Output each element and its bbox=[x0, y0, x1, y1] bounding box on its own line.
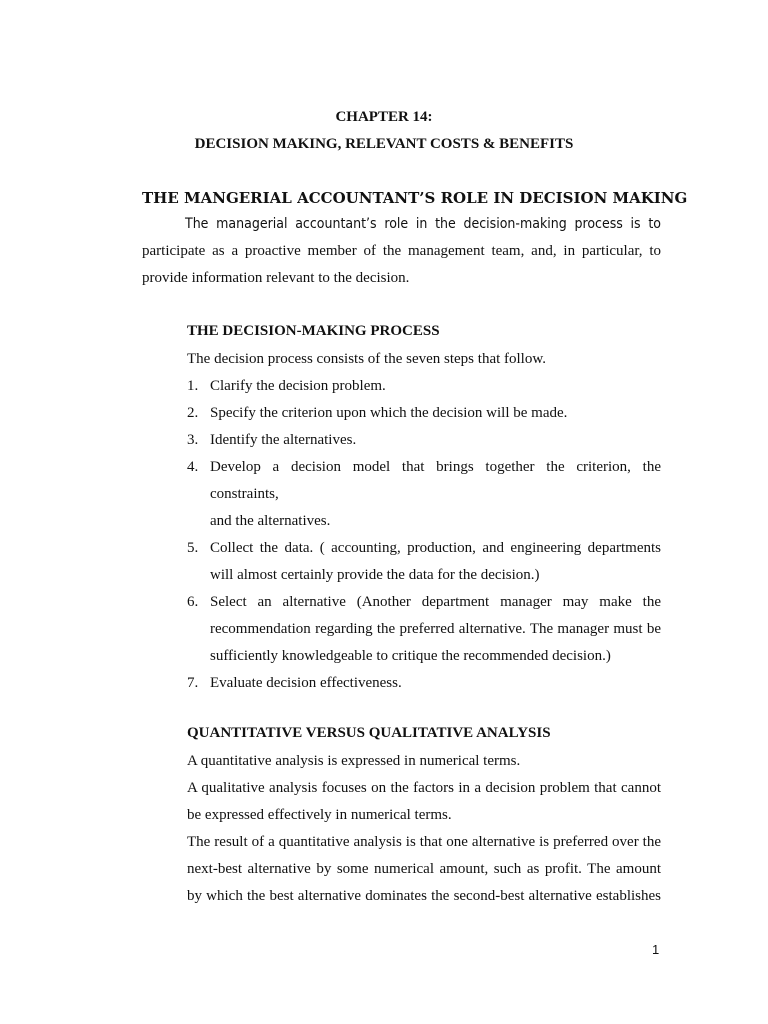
list-item-continuation: sufficiently knowledgeable to critique the recommended decision.) bbox=[210, 648, 611, 664]
list-item bbox=[187, 589, 661, 616]
quantitative-analysis-block bbox=[187, 748, 661, 910]
list-item-number: 7. bbox=[187, 675, 199, 691]
list-item bbox=[187, 535, 661, 562]
chapter-title: CHAPTER 14: bbox=[335, 109, 433, 125]
section-heading-quantitative-analysis: QUANTITATIVE VERSUS QUALITATIVE ANALYSIS bbox=[187, 725, 551, 741]
paragraph-line: provide information relevant to the decision. bbox=[142, 270, 410, 286]
list-item-text: Develop a decision model that brings together the criterion, the bbox=[210, 459, 661, 475]
section-heading-decision-process: THE DECISION-MAKING PROCESS bbox=[187, 323, 440, 339]
section-heading-managerial-role: THE MANGERIAL ACCOUNTANT’S ROLE IN DECISION MAKING bbox=[142, 189, 688, 207]
list-item-continuation: recommendation regarding the preferred alternative. The manager must be bbox=[210, 621, 661, 637]
paragraph-line: A quantitative analysis is expressed in numerical terms. bbox=[187, 753, 521, 769]
list-item-number: 4. bbox=[187, 459, 199, 475]
list-item-continuation: and the alternatives. bbox=[210, 513, 331, 529]
list-item-text: Clarify the decision problem. bbox=[210, 378, 386, 394]
list-item bbox=[187, 454, 661, 481]
paragraph-line: by which the best alternative dominates the second-best alternative establishes bbox=[187, 888, 661, 904]
list-item bbox=[187, 400, 661, 427]
list-item-text: Evaluate decision effectiveness. bbox=[210, 675, 402, 691]
page-number: 1 bbox=[652, 942, 660, 957]
list-item-number: 3. bbox=[187, 432, 199, 448]
list-item-text: Identify the alternatives. bbox=[210, 432, 357, 448]
decision-process-block bbox=[187, 346, 661, 697]
list-item-text: Select an alternative (Another department manager may make the bbox=[210, 594, 661, 610]
paragraph-line: be expressed effectively in numerical terms. bbox=[187, 807, 452, 823]
paragraph-line: A qualitative analysis focuses on the factors in a decision problem that cannot bbox=[187, 780, 661, 796]
list-item-continuation: will almost certainly provide the data for the decision.) bbox=[210, 567, 540, 583]
paragraph-line: next-best alternative by some numerical amount, such as profit. The amount bbox=[187, 861, 661, 877]
paragraph-line: participate as a proactive member of the management team, and, in particular, to bbox=[142, 243, 661, 259]
list-item-number: 2. bbox=[187, 405, 199, 421]
paragraph-managerial-role bbox=[142, 211, 661, 292]
list-item-number: 6. bbox=[187, 594, 199, 610]
chapter-subtitle: DECISION MAKING, RELEVANT COSTS & BENEFITS bbox=[194, 136, 574, 152]
list-item-number: 5. bbox=[187, 540, 199, 556]
paragraph-line: The result of a quantitative analysis is that one alternative is preferred over the bbox=[187, 834, 661, 850]
list-item bbox=[187, 670, 661, 697]
decision-process-intro: The decision process consists of the seven steps that follow. bbox=[187, 351, 546, 367]
list-item-text: Collect the data. ( accounting, production, and engineering departments bbox=[210, 540, 661, 556]
list-item bbox=[187, 427, 661, 454]
list-item-text: Specify the criterion upon which the decision will be made. bbox=[210, 405, 568, 421]
list-item bbox=[187, 373, 661, 400]
list-item-number: 1. bbox=[187, 378, 199, 394]
paragraph-line: The managerial accountant’s role in the decision-making process is to bbox=[185, 216, 661, 232]
list-item-continuation: constraints, bbox=[210, 486, 279, 502]
